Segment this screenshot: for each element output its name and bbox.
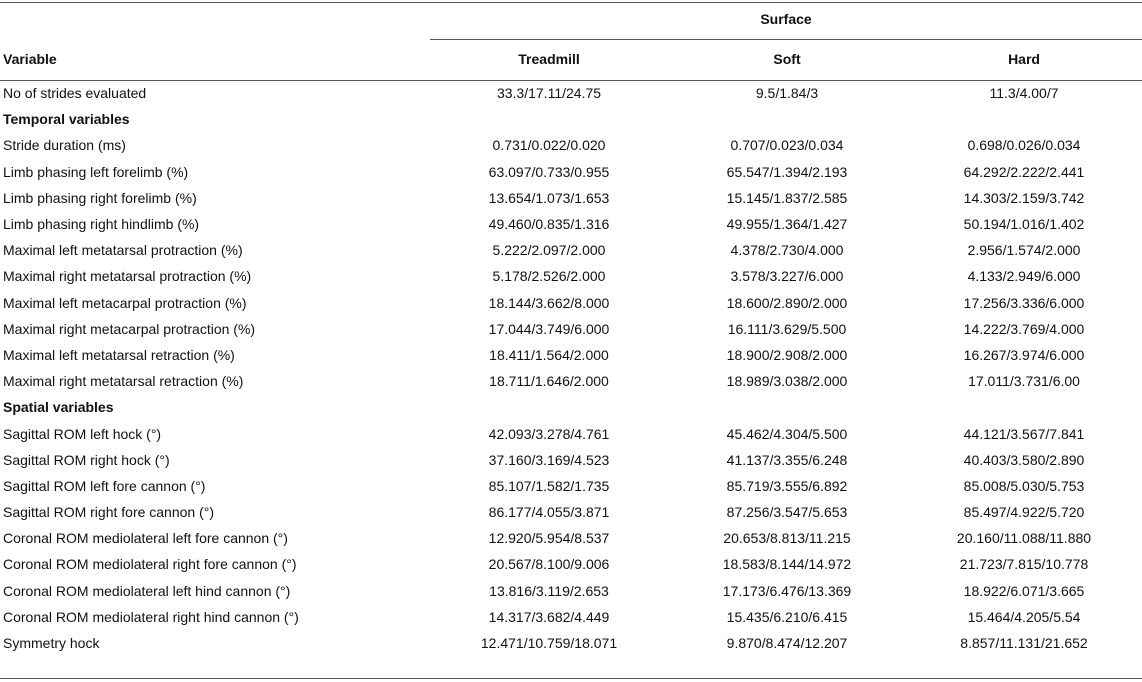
table-row	[0, 420, 1142, 446]
column-header-row	[0, 38, 1142, 80]
table-row	[0, 316, 1142, 342]
soft-value: 4.378/2.730/4.000	[730, 242, 844, 259]
row-label: Sagittal ROM right fore cannon (°)	[3, 504, 215, 521]
surface-header-row	[0, 0, 1142, 38]
table-row	[0, 499, 1142, 525]
table-row	[0, 525, 1142, 551]
table-row	[0, 342, 1142, 368]
hard-value: 85.497/4.922/5.720	[963, 504, 1085, 521]
row-label: Maximal right metatarsal retraction (%)	[3, 373, 244, 390]
soft-value: 18.600/2.890/2.000	[726, 294, 848, 311]
soft-value: 20.653/8.813/11.215	[723, 530, 851, 547]
table-row	[0, 159, 1142, 185]
row-label: Stride duration (ms)	[3, 137, 126, 154]
table-row	[0, 473, 1142, 499]
table-row	[0, 578, 1142, 604]
hard-value: 14.303/2.159/3.742	[963, 189, 1085, 206]
hard-value: 44.121/3.567/7.841	[963, 425, 1085, 442]
hard-value: 16.267/3.974/6.000	[963, 346, 1085, 363]
table-row	[0, 80, 1142, 106]
treadmill-value: 42.093/3.278/4.761	[488, 425, 610, 442]
surface-group-header: Surface	[760, 11, 812, 27]
treadmill-value: 18.711/1.646/2.000	[489, 373, 609, 390]
section-header-row	[0, 106, 1142, 132]
hard-value: 8.857/11.131/21.652	[960, 635, 1088, 652]
hard-value: 64.292/2.222/2.441	[963, 163, 1085, 180]
hard-value: 85.008/5.030/5.753	[963, 477, 1085, 494]
table-row	[0, 185, 1142, 211]
table-row	[0, 447, 1142, 473]
treadmill-value: 37.160/3.169/4.523	[488, 451, 610, 468]
hard-value: 15.464/4.205/5.54	[967, 608, 1081, 625]
treadmill-value: 18.411/1.564/2.000	[489, 346, 609, 363]
hard-value: 17.011/3.731/6.00	[968, 373, 1080, 390]
variable-column-header: Variable	[3, 51, 57, 67]
treadmill-value: 13.816/3.119/2.653	[489, 582, 609, 599]
row-label: Limb phasing right forelimb (%)	[3, 189, 197, 206]
table-row	[0, 604, 1142, 630]
hard-value: 4.133/2.949/6.000	[967, 268, 1081, 285]
row-label: Sagittal ROM left fore cannon (°)	[3, 477, 206, 494]
row-label: Maximal right metacarpal protraction (%)	[3, 320, 256, 337]
treadmill-value: 85.107/1.582/1.735	[488, 477, 610, 494]
row-label: Maximal right metatarsal protraction (%)	[3, 268, 252, 285]
treadmill-column-header: Treadmill	[518, 51, 580, 67]
soft-value: 18.583/8.144/14.972	[722, 556, 852, 573]
treadmill-value: 14.317/3.682/4.449	[488, 608, 610, 625]
soft-value: 45.462/4.304/5.500	[726, 425, 848, 442]
row-label: Symmetry hock	[3, 635, 100, 652]
soft-value: 18.989/3.038/2.000	[726, 373, 848, 390]
soft-column-header: Soft	[773, 51, 801, 67]
soft-value: 17.173/6.476/13.369	[722, 582, 852, 599]
treadmill-value: 5.178/2.526/2.000	[492, 268, 606, 285]
table-row	[0, 211, 1142, 237]
row-label: Coronal ROM mediolateral left fore cannon (°)	[3, 530, 288, 547]
row-label: Maximal left metatarsal retraction (%)	[3, 346, 235, 363]
table-row	[0, 551, 1142, 577]
treadmill-value: 0.731/0.022/0.020	[492, 137, 606, 154]
row-label: Maximal left metacarpal protraction (%)	[3, 294, 247, 311]
table-row	[0, 630, 1142, 656]
empty-header-cell	[0, 0, 430, 38]
soft-value: 9.5/1.84/3	[755, 85, 819, 102]
treadmill-value: 17.044/3.749/6.000	[488, 320, 610, 337]
soft-value: 0.707/0.023/0.034	[730, 137, 844, 154]
treadmill-value: 49.460/0.835/1.316	[488, 216, 610, 233]
row-label: Limb phasing right hindlimb (%)	[3, 216, 200, 233]
section-title: Spatial variables	[3, 399, 114, 416]
row-label: Sagittal ROM left hock (°)	[3, 425, 162, 442]
row-label: Maximal left metatarsal protraction (%)	[3, 242, 243, 259]
soft-value: 15.435/6.210/6.415	[726, 608, 848, 625]
row-label: Coronal ROM mediolateral right hind cannon (°)	[3, 608, 299, 625]
table-body	[0, 80, 1142, 656]
row-label: Coronal ROM mediolateral left hind cannon (°)	[3, 582, 291, 599]
hard-value: 18.922/6.071/3.665	[963, 582, 1085, 599]
row-label: No of strides evaluated	[3, 85, 147, 102]
treadmill-value: 33.3/17.11/24.75	[496, 85, 602, 102]
soft-value: 3.578/3.227/6.000	[730, 268, 844, 285]
treadmill-value: 18.144/3.662/8.000	[488, 294, 610, 311]
treadmill-value: 5.222/2.097/2.000	[492, 242, 606, 259]
hard-value: 21.723/7.815/10.778	[959, 556, 1089, 573]
section-header-row	[0, 394, 1142, 420]
table-row	[0, 290, 1142, 316]
table-row	[0, 237, 1142, 263]
hard-value: 14.222/3.769/4.000	[963, 320, 1085, 337]
table-row	[0, 132, 1142, 158]
row-label: Coronal ROM mediolateral right fore cannon (°)	[3, 556, 297, 573]
hard-value: 2.956/1.574/2.000	[967, 242, 1081, 259]
hard-column-header: Hard	[1008, 51, 1040, 67]
treadmill-value: 12.920/5.954/8.537	[488, 530, 610, 547]
treadmill-value: 12.471/10.759/18.071	[480, 635, 618, 652]
soft-value: 16.111/3.629/5.500	[727, 320, 847, 337]
hard-value: 20.160/11.088/11.880	[956, 530, 1092, 547]
soft-value: 18.900/2.908/2.000	[726, 346, 848, 363]
row-label: Sagittal ROM right hock (°)	[3, 451, 170, 468]
table-row	[0, 263, 1142, 289]
hard-value: 40.403/3.580/2.890	[963, 451, 1085, 468]
soft-value: 87.256/3.547/5.653	[726, 504, 848, 521]
hard-value: 17.256/3.336/6.000	[963, 294, 1085, 311]
treadmill-value: 13.654/1.073/1.653	[488, 189, 610, 206]
treadmill-value: 63.097/0.733/0.955	[488, 163, 610, 180]
soft-value: 49.955/1.364/1.427	[726, 216, 848, 233]
row-label: Limb phasing left forelimb (%)	[3, 163, 189, 180]
section-title: Temporal variables	[3, 111, 130, 128]
bottom-rule	[0, 678, 1142, 679]
soft-value: 15.145/1.837/2.585	[726, 189, 848, 206]
soft-value: 85.719/3.555/6.892	[726, 477, 848, 494]
soft-value: 9.870/8.474/12.207	[726, 635, 848, 652]
table-row	[0, 368, 1142, 394]
treadmill-value: 86.177/4.055/3.871	[488, 504, 610, 521]
soft-value: 65.547/1.394/2.193	[726, 163, 848, 180]
soft-value: 41.137/3.355/6.248	[726, 451, 848, 468]
treadmill-value: 20.567/8.100/9.006	[488, 556, 610, 573]
hard-value: 50.194/1.016/1.402	[963, 216, 1085, 233]
hard-value: 11.3/4.00/7	[989, 85, 1059, 102]
hard-value: 0.698/0.026/0.034	[967, 137, 1081, 154]
